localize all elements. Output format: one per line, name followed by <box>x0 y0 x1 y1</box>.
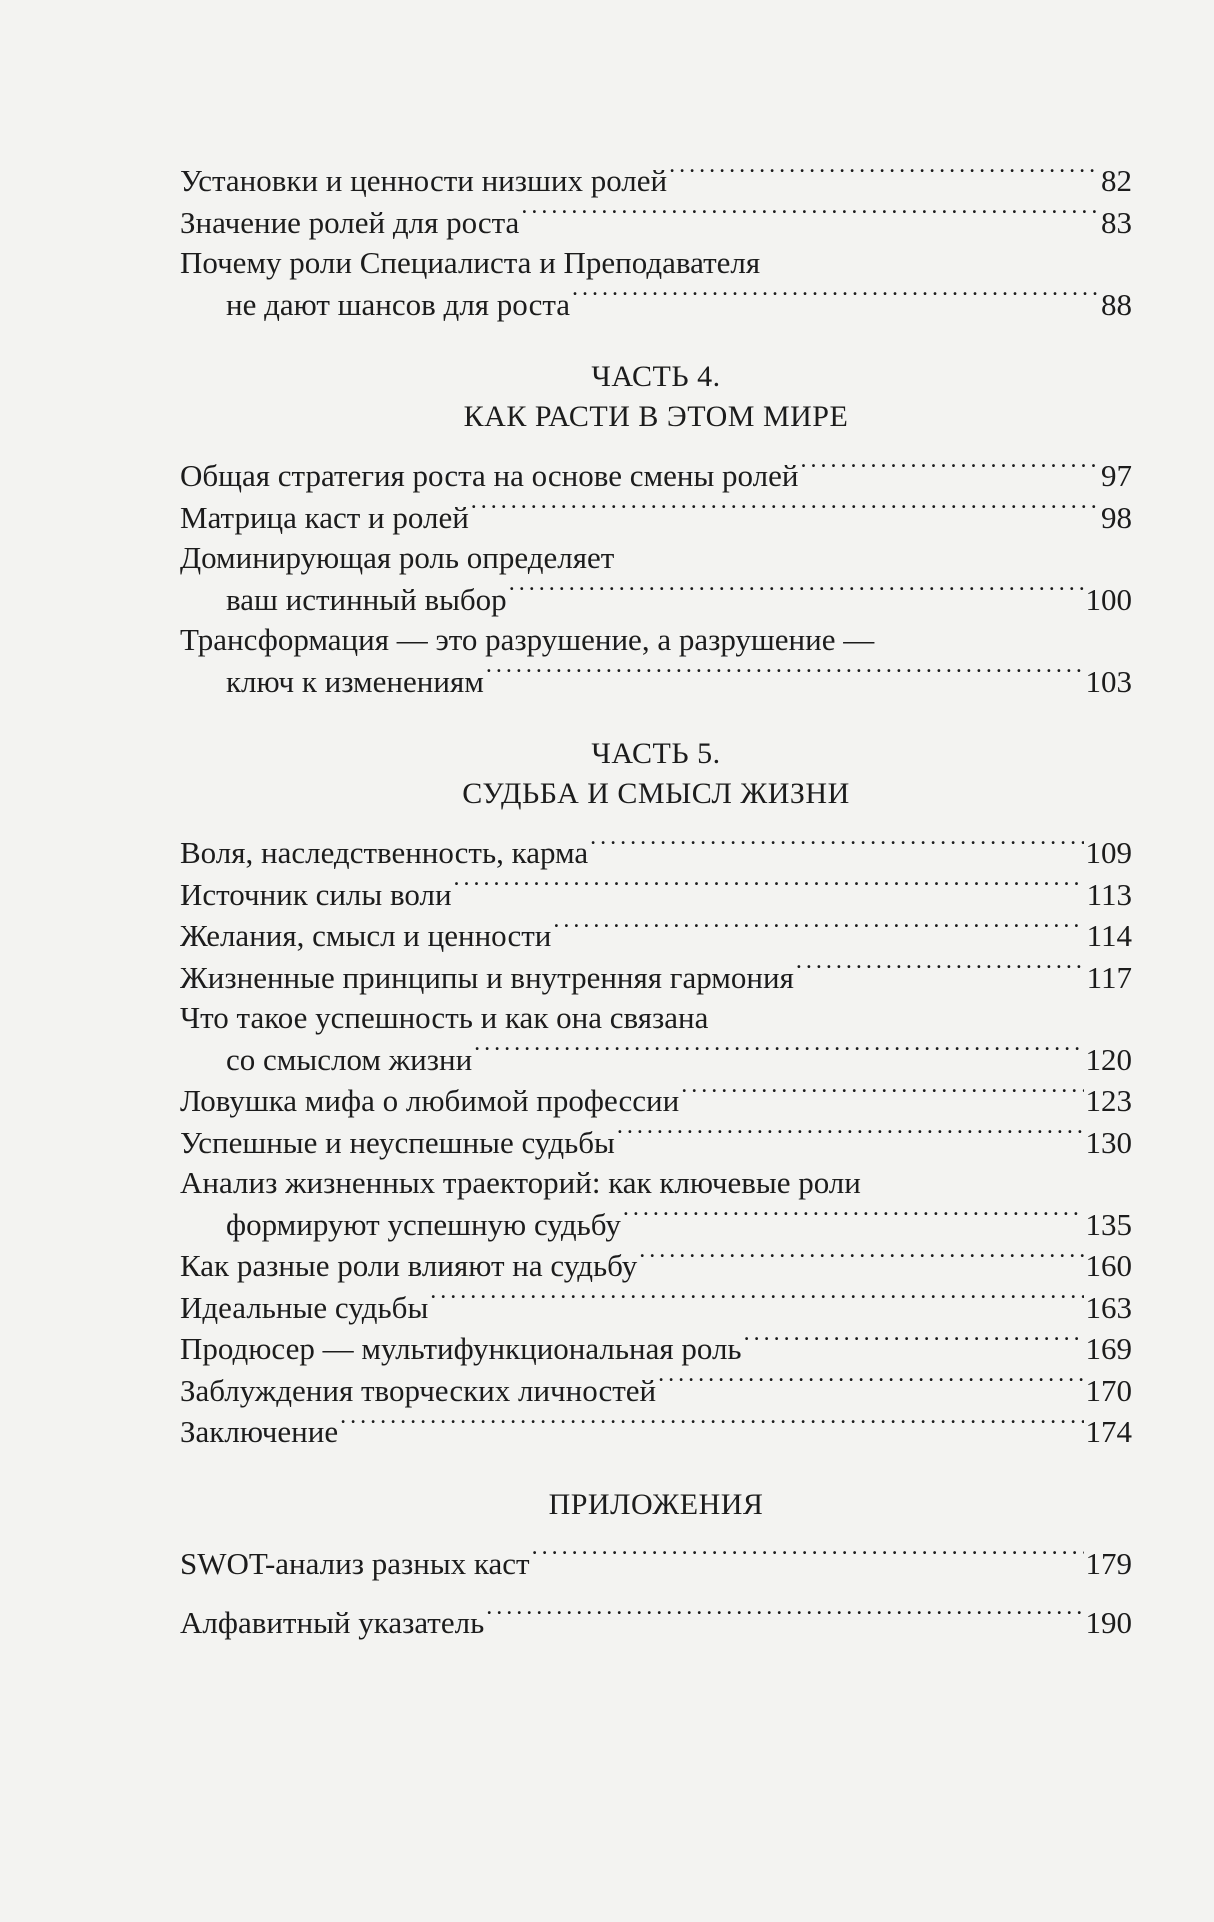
toc-entry-page: 174 <box>1085 1414 1132 1449</box>
toc-entry-title-cont: не дают шансов для роста <box>226 286 571 322</box>
part-title: СУДЬБА И СМЫСЛ ЖИЗНИ <box>462 777 850 810</box>
dot-leader <box>454 874 1085 905</box>
dot-leader <box>509 579 1084 610</box>
toc-entry-page: 117 <box>1086 959 1132 995</box>
appendix-heading: ПРИЛОЖЕНИЯ <box>548 1487 764 1521</box>
dot-leader <box>744 1328 1084 1359</box>
dot-leader <box>553 915 1084 946</box>
part-title: КАК РАСТИ В ЭТОМ МИРЕ <box>463 400 849 433</box>
dot-leader <box>669 160 1099 191</box>
dot-leader <box>617 1122 1084 1153</box>
toc-entry-page: 169 <box>1085 1331 1132 1366</box>
toc-entry <box>180 497 1132 539</box>
toc-entry-title: Продюсер — мультифункциональная роль <box>180 1331 742 1366</box>
toc-entry <box>180 1287 1132 1329</box>
dot-leader <box>796 957 1085 988</box>
dot-leader <box>340 1411 1083 1442</box>
toc-entry-page: 109 <box>1085 835 1132 870</box>
toc-entry-page: 88 <box>1101 286 1132 322</box>
toc-entry <box>180 620 1132 702</box>
dot-leader <box>590 832 1083 863</box>
toc-entry-page: 97 <box>1101 458 1132 493</box>
toc-entry-title: Анализ жизненных траекторий: как ключевые роли <box>180 1165 861 1200</box>
toc-entry <box>180 998 1132 1080</box>
toc-entry-title: Жизненные принципы и внутренняя гармония <box>180 959 794 995</box>
toc-entry-title: Почему роли Специалиста и Преподавателя <box>180 245 761 280</box>
dot-leader <box>532 1543 1084 1574</box>
toc-entry <box>180 1122 1132 1164</box>
toc-entry-page: 163 <box>1085 1289 1132 1325</box>
toc-entry-title-cont: ваш истинный выбор <box>226 581 507 617</box>
toc-entry-page: 120 <box>1085 1041 1132 1077</box>
toc-entry <box>180 1602 1132 1644</box>
dot-leader <box>486 661 1084 692</box>
toc-entry-title: Успешные и неуспешные судьбы <box>180 1124 615 1160</box>
toc-entry-page: 82 <box>1101 163 1132 198</box>
toc-entry-title: Матрица каст и ролей <box>180 499 469 535</box>
toc-entry-title: Идеальные судьбы <box>180 1289 429 1325</box>
dot-leader <box>572 284 1099 315</box>
toc-entry-page: 170 <box>1085 1372 1132 1408</box>
toc-entry <box>180 1080 1132 1122</box>
toc-entry-title: SWOT-анализ разных каст <box>180 1545 530 1581</box>
toc-entry <box>180 874 1132 916</box>
toc-entry <box>180 957 1132 999</box>
toc-entry-title: Заблуждения творческих личностей <box>180 1372 657 1408</box>
toc-entry-title: Воля, наследственность, карма <box>180 835 589 870</box>
toc-entry-page: 114 <box>1086 918 1132 953</box>
toc-entry-title: Заключение <box>180 1414 339 1449</box>
dot-leader <box>639 1245 1083 1276</box>
toc-entry <box>180 202 1132 244</box>
part-heading: ЧАСТЬ 5. <box>591 737 721 770</box>
toc-entry-title: Доминирующая роль определяет <box>180 540 615 575</box>
toc-entry-title: Как разные роли влияют на судьбу <box>180 1248 638 1283</box>
toc-entry-page: 100 <box>1085 581 1132 617</box>
dot-leader <box>681 1080 1083 1111</box>
toc-entry-page: 83 <box>1101 204 1132 240</box>
toc-entry-title-cont: ключ к изменениям <box>226 663 484 699</box>
dot-leader <box>521 202 1099 233</box>
dot-leader <box>800 455 1099 486</box>
toc-entry <box>180 1163 1132 1245</box>
toc-entry-page: 113 <box>1086 876 1132 912</box>
toc-entry-page: 130 <box>1085 1124 1132 1160</box>
toc-entry-title-cont: со смыслом жизни <box>226 1041 473 1077</box>
toc-entry-page: 135 <box>1085 1206 1132 1242</box>
toc-entry-title: Ловушка мифа о любимой профессии <box>180 1083 680 1118</box>
dot-leader <box>658 1370 1083 1401</box>
toc-entry <box>180 243 1132 325</box>
toc-entry <box>180 1245 1132 1287</box>
toc-entry-page: 160 <box>1085 1248 1132 1283</box>
toc-entry-title: Что такое успешность и как она связана <box>180 1000 709 1035</box>
toc-entry-title-cont: формируют успешную судьбу <box>226 1206 621 1242</box>
toc-entry-page: 98 <box>1101 499 1132 535</box>
toc-entry-title: Значение ролей для роста <box>180 204 520 240</box>
toc-entry-title: Источник силы воли <box>180 876 452 912</box>
table-of-contents <box>180 160 1132 1644</box>
toc-entry <box>180 538 1132 620</box>
toc-entry <box>180 1370 1132 1412</box>
part-heading: ЧАСТЬ 4. <box>591 360 721 393</box>
toc-entry-title: Трансформация — это разрушение, а разрушение — <box>180 622 875 657</box>
toc-entry-page: 103 <box>1085 663 1132 699</box>
toc-entry-title: Установки и ценности низших ролей <box>180 163 668 198</box>
toc-entry <box>180 1411 1132 1453</box>
toc-entry <box>180 1543 1132 1585</box>
dot-leader <box>471 497 1099 528</box>
toc-entry-page: 123 <box>1085 1083 1132 1118</box>
toc-entry <box>180 455 1132 497</box>
toc-entry <box>180 160 1132 202</box>
toc-entry-title: Алфавитный указатель <box>180 1605 485 1640</box>
toc-entry <box>180 1328 1132 1370</box>
toc-entry-title: Желания, смысл и ценности <box>180 918 552 953</box>
toc-entry-page: 190 <box>1085 1605 1132 1640</box>
dot-leader <box>486 1602 1083 1633</box>
toc-entry <box>180 915 1132 957</box>
toc-entry-title: Общая стратегия роста на основе смены ролей <box>180 458 799 493</box>
dot-leader <box>430 1287 1083 1318</box>
toc-entry-page: 179 <box>1085 1545 1132 1581</box>
dot-leader <box>474 1039 1083 1070</box>
dot-leader <box>623 1204 1084 1235</box>
toc-entry <box>180 832 1132 874</box>
